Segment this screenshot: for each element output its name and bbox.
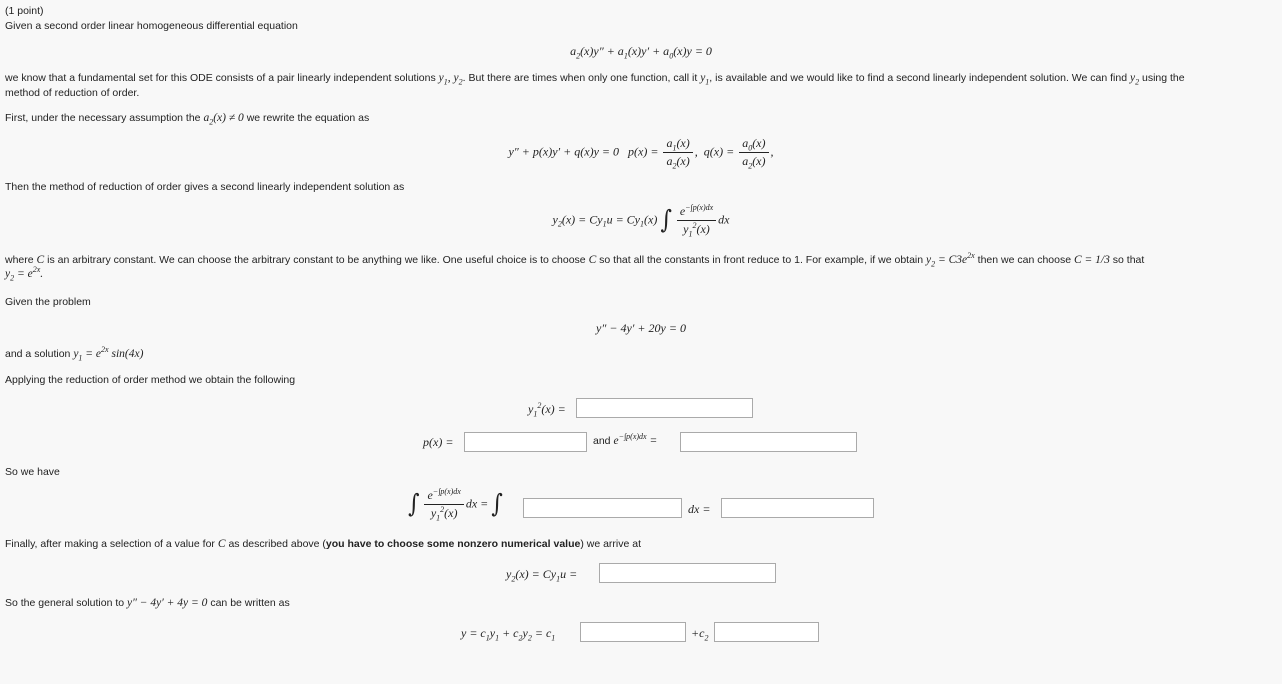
fundamental-set-paragraph-line2: method of reduction of order. xyxy=(5,87,140,99)
given-solution-text: and a solution $y_1 = e^{2x}$ sin(4x) xyxy=(5,345,144,363)
y1-squared-input[interactable] xyxy=(576,398,753,418)
problem-equation: y″ − 4y′ + 20y = 0 xyxy=(596,321,686,335)
integrand-input[interactable] xyxy=(523,498,682,518)
general-solution-label: $y = c_1y_1 + c_2y_2 = c_1$ xyxy=(461,626,556,643)
constant-choice-paragraph: where C is an arbitrary constant. We can choose the arbitrary constant to be anything we like. One useful choice is to choose C so that all the constants in front reduce to 1. For example, if we obtain $y_2 = C3e^{2x}$ then we can choose C = 1/3 so that xyxy=(5,251,1145,269)
method-paragraph: Then the method of reduction of order gives a second linearly independent solution as xyxy=(5,181,405,193)
dx-equals-label: dx = xyxy=(688,502,711,516)
plus-c2-label: $+c_2$ xyxy=(691,626,709,643)
and-text: and xyxy=(593,435,611,447)
exp-label: and $e^{-\int p(x)dx}$ = xyxy=(593,432,658,447)
fundamental-set-paragraph: we know that a fundamental set for this ODE consists of a pair linearly independent solutions $y_1$, $y_2$. But there are times when only one function, call it $y_1$, is available and we would like to find a second linearly independent solution. We can find $y_2$ using the xyxy=(5,72,1185,87)
y2-result-input[interactable] xyxy=(599,563,776,583)
c1-term-input[interactable] xyxy=(580,622,686,642)
y2-result-label: $y_2(x) = Cy_1u$ = xyxy=(506,567,578,584)
point-value: (1 point) xyxy=(5,5,44,17)
integral-result-input[interactable] xyxy=(721,498,874,518)
integral-expression-label: ∫ $\frac{e^{-\int p(x)dx}}{y_1^2(x)}$ dx = ∫ xyxy=(408,487,503,523)
p-of-x-label: p(x) = xyxy=(423,435,454,449)
applying-method-text: Applying the reduction of order method we obtain the following xyxy=(5,374,296,386)
p-of-x-input[interactable] xyxy=(464,432,587,452)
example-result: $y_2 = e^{2x}$. xyxy=(5,265,44,283)
reduction-formula: $y_2(x) = Cy_1u = Cy_1(x)$ ∫ $\frac{e^{-\int p(x)dx}}{y_1^2(x)}$ dx xyxy=(552,203,730,239)
so-we-have-text: So we have xyxy=(5,466,60,478)
exp-neg-int-p-input[interactable] xyxy=(680,432,857,452)
assumption-paragraph: First, under the necessary assumption the $a_2(x) \ne 0$ we rewrite the equation as xyxy=(5,112,370,127)
given-problem-text: Given the problem xyxy=(5,296,91,308)
standard-form-equation: y″ + p(x)y′ + q(x)y = 0 p(x) = $\frac{a_1(x)}{a_2(x)}$ , q(x) = $\frac{a_0(x)}{a_2(x)}$ , xyxy=(508,136,774,171)
c2-term-input[interactable] xyxy=(714,622,819,642)
finally-paragraph: Finally, after making a selection of a value for C as described above (you have to choose some nonzero numerical value) we arrive at xyxy=(5,538,642,550)
intro-text: Given a second order linear homogeneous differential equation xyxy=(5,20,298,32)
general-solution-paragraph: So the general solution to y″ − 4y′ + 4y = 0 can be written as xyxy=(5,597,290,609)
general-ode-equation: $a_2(x)y'' + a_1(x)y' + a_0(x)y = 0$ xyxy=(570,44,712,61)
y1-squared-label: $y_1^2(x)$ = xyxy=(528,401,566,419)
